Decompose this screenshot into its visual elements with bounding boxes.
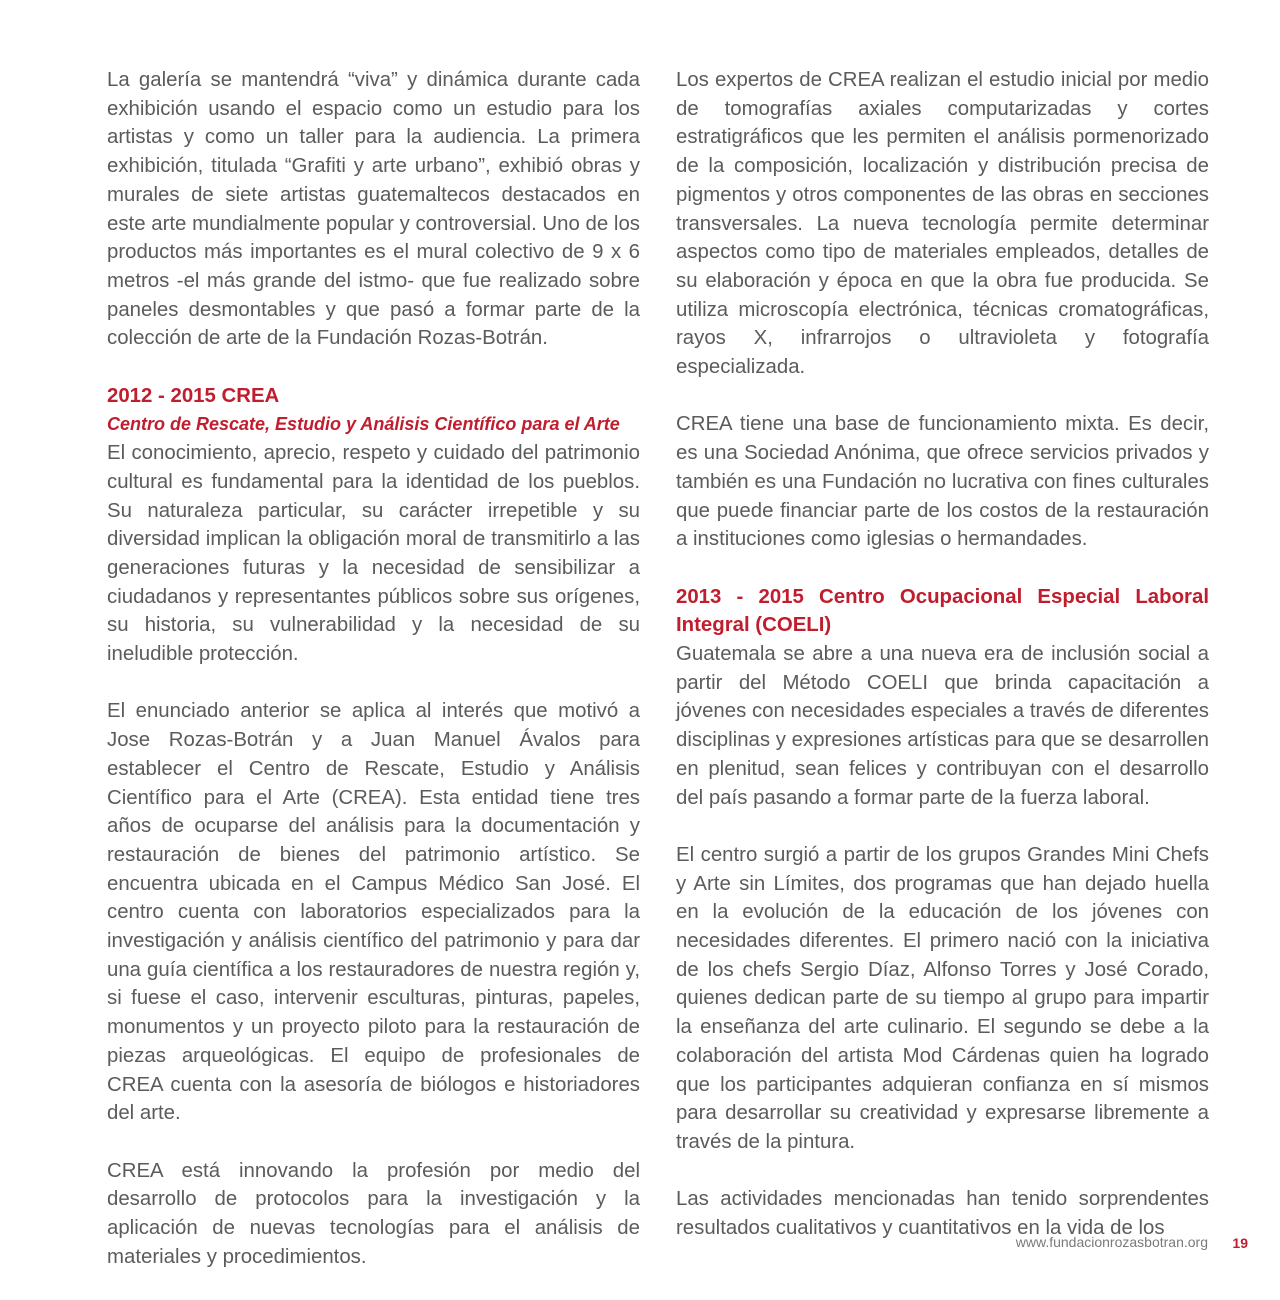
body-paragraph: El enunciado anterior se aplica al interés que motivó a Jose Rozas-Botrán y a Juan Manuel Ávalos para establecer el Centro de Rescate, Estudio y Análisis Científico para el Arte (CREA). Esta entidad tiene tres años de ocuparse del análisis para la documentación y restauración de bienes del patrimonio artístico. Se encuentra ubicada en el Campus Médico San José. El centro cuenta con laboratorios especializados para la investigación y análisis científico del patrimonio y para dar una guía científica a los restauradores de nuestra región y, si fuese el caso, intervenir esculturas, pinturas, papeles, monumentos y un proyecto piloto para la restauración de piezas arqueológicas. El equipo de profesionales de CREA cuenta con la asesoría de biólogos e historiadores del arte.: [107, 700, 640, 1125]
body-paragraph: Guatemala se abre a una nueva era de inclusión social a partir del Método COELI que brinda capacitación a jóvenes con necesidades especiales a través de diferentes disciplinas y expresiones artísticas para que se desarrollen en plenitud, sean felices y contribuyan con el desarrollo del país pasando a formar parte de la fuerza laboral.: [676, 643, 1209, 809]
section-subtitle: Centro de Rescate, Estudio y Análisis Científico para el Arte: [107, 414, 620, 435]
body-paragraph: CREA tiene una base de funcionamiento mixta. Es decir, es una Sociedad Anónima, que ofrece servicios privados y también es una Fundación no lucrativa con fines culturales que puede financiar parte de los costos de la restauración a instituciones como iglesias o hermandades.: [676, 413, 1209, 551]
body-paragraph: La galería se mantendrá “viva” y dinámica durante cada exhibición usando el espacio como un estudio para los artistas y como un taller para la audiencia. La primera exhibición, titulada “Grafiti y arte urbano”, exhibió obras y murales de siete artistas guatemaltecos destacados en este arte mundialmente popular y controversial. Uno de los productos más importantes es el mural colectivo de 9 x 6 metros -el más grande del istmo- que fue realizado sobre paneles desmontables y que pasó a formar parte de la colección de arte de la Fundación Rozas-Botrán.: [107, 69, 640, 350]
footer-url[interactable]: www.fundacionrozasbotran.org: [1015, 1234, 1208, 1250]
right-column: [676, 66, 1209, 1271]
body-paragraph: Los expertos de CREA realizan el estudio inicial por medio de tomografías axiales computarizadas y cortes estratigráficos que les permiten el análisis pormenorizado de la composición, localización y distribución precisa de pigmentos y otros componentes de las obras en secciones transversales. La nueva tecnología permite determinar aspectos como tipo de materiales empleados, detalles de su elaboración y época en que la obra fue producida. Se utiliza microscopía electrónica, técnicas cromatográficas, rayos X, infrarrojos o ultravioleta y fotografía especializada.: [676, 69, 1209, 379]
page-number: 19: [1232, 1235, 1248, 1251]
section-title: 2012 - 2015 CREA: [107, 384, 280, 407]
section-title: 2013 - 2015 Centro Ocupacional Especial Laboral Integral (COELI): [676, 585, 1209, 637]
body-paragraph: El conocimiento, aprecio, respeto y cuidado del patrimonio cultural es fundamental para la identidad de los pueblos. Su naturaleza particular, su carácter irrepetible y su diversidad implican la obligación moral de transmitirlo a las generaciones futuras y la necesidad de sensibilizar a ciudadanos y representantes públicos sobre sus orígenes, su historia, su vulnerabilidad y la necesidad de su ineludible protección.: [107, 442, 640, 666]
left-column: [107, 66, 640, 1300]
body-paragraph: CREA está innovando la profesión por medio del desarrollo de protocolos para la investigación y la aplicación de nuevas tecnologías para el análisis de materiales y procedimientos.: [107, 1159, 640, 1268]
body-paragraph: El centro surgió a partir de los grupos Grandes Mini Chefs y Arte sin Límites, dos programas que han dejado huella en la evolución de la educación de los jóvenes con necesidades diferentes. El primero nació con la iniciativa de los chefs Sergio Díaz, Alfonso Torres y José Corado, quienes dedican parte de su tiempo al grupo para impartir la enseñanza del arte culinario. El segundo se debe a la colaboración del artista Mod Cárdenas quien ha logrado que los participantes adquieran confianza en sí mismos para desarrollar su creatividad y expresarse libremente a través de la pintura.: [676, 843, 1209, 1153]
body-paragraph: Las actividades mencionadas han tenido sorprendentes resultados cualitativos y cuantitativos en la vida de los: [676, 1188, 1209, 1240]
